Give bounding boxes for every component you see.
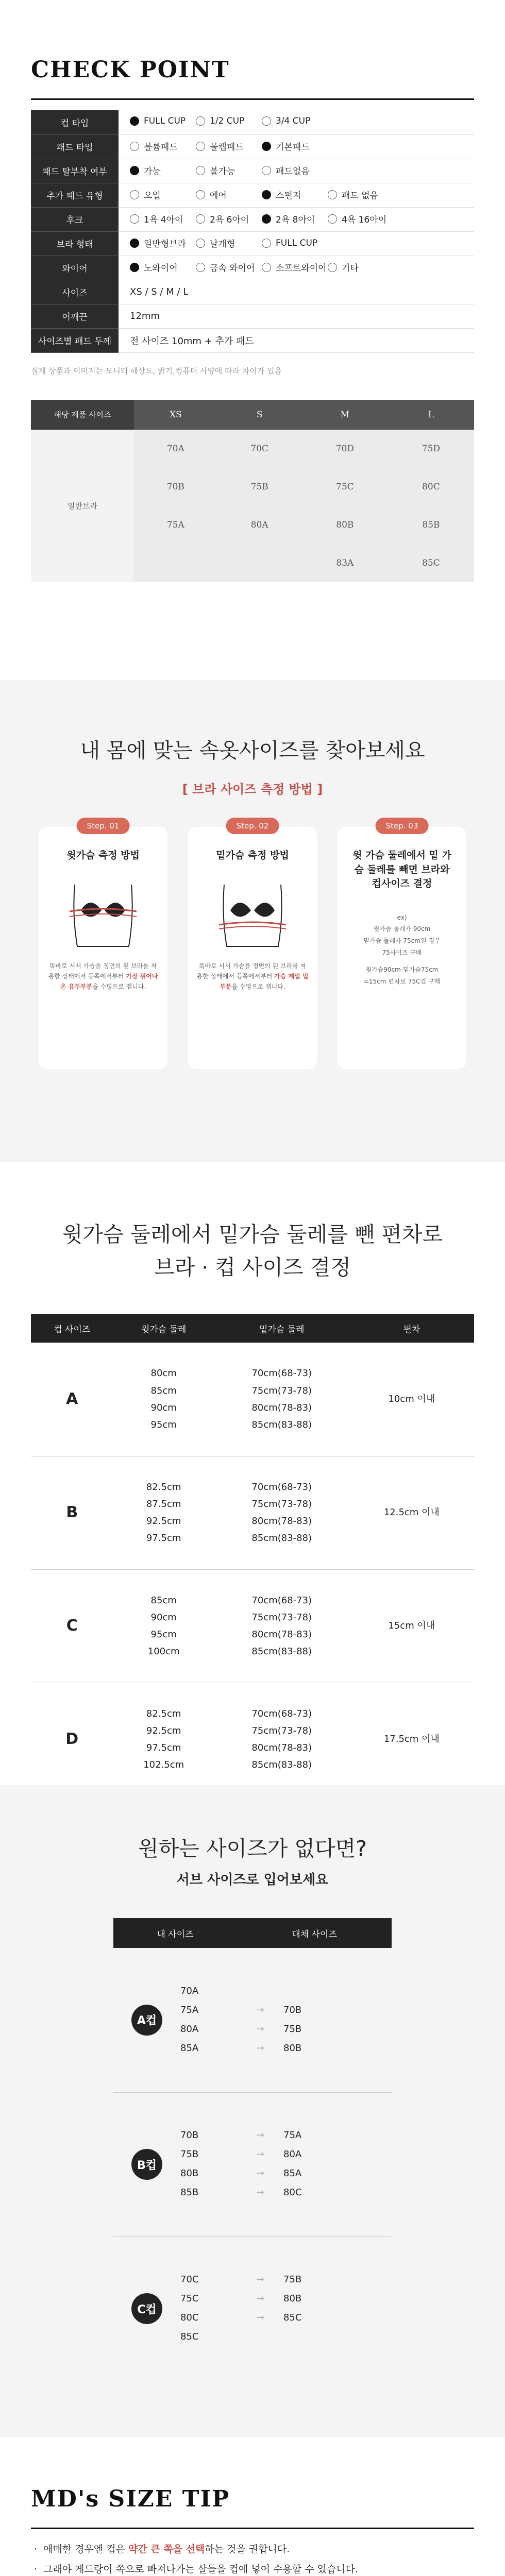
size-table-row: [31, 430, 474, 468]
size-cell: 75A: [134, 506, 217, 544]
step-card-2: [188, 821, 317, 1069]
arrow-icon: →: [256, 2187, 264, 2198]
radio-option: [184, 188, 250, 201]
alt-size: 70B: [283, 2004, 302, 2015]
size-cell: 75D: [388, 430, 474, 468]
radio-option-label: 패드 없음: [342, 191, 379, 201]
radio-option: [316, 188, 382, 201]
cup-difference: 10cm 이내: [349, 1343, 474, 1456]
my-size-list: [180, 2236, 237, 2381]
measure-section: [0, 680, 505, 1162]
size-header-cell: M: [302, 400, 388, 430]
cup-row: [31, 1343, 474, 1456]
size-header-cell: S: [217, 400, 302, 430]
top-bust: 100cm: [147, 1646, 180, 1657]
my-size: 80A: [180, 2023, 199, 2035]
radio-option-label: 2욕 6아이: [210, 215, 249, 226]
check-row: [31, 280, 474, 304]
my-size: 85C: [180, 2331, 199, 2342]
alt-size: 80A: [283, 2149, 302, 2160]
check-row-label: 추가 패드 유형: [31, 183, 119, 207]
check-row-label: 컵 타입: [31, 110, 119, 134]
size-cell: 80B: [302, 506, 388, 544]
cup-header-cell: 밑가슴 둘레: [214, 1314, 349, 1343]
radio-unchecked-icon: [262, 239, 271, 248]
alt-size: [283, 2328, 392, 2347]
arrow-icon: →: [256, 2130, 264, 2141]
alt-size: 75B: [283, 2023, 302, 2035]
under-bust: 85cm(83-88): [251, 1646, 312, 1657]
sister-header: [113, 1918, 392, 1948]
check-row-text: 12mm: [130, 311, 160, 321]
check-row-value: [119, 280, 474, 304]
check-row: [31, 110, 474, 134]
md-tip-list: [31, 2539, 474, 2576]
step-badge: Step. 01: [77, 818, 130, 834]
cup-size-table: [31, 1314, 474, 1797]
under-bust: 75cm(73-78): [251, 1725, 312, 1736]
alt-size-list: [283, 2236, 392, 2381]
check-row-label: 후크: [31, 207, 119, 231]
radio-option: [250, 238, 316, 248]
alt-size: 85C: [283, 2312, 302, 2323]
radio-unchecked-icon: [196, 142, 205, 151]
step-badge: Step. 02: [226, 818, 279, 834]
radio-option-label: 3/4 CUP: [276, 116, 311, 127]
radio-option-label: 가능: [144, 166, 161, 177]
radio-option-label: 패드없음: [276, 166, 310, 177]
check-row-value: [119, 183, 474, 207]
check-row-label: 패드 탈부착 여부: [31, 159, 119, 183]
radio-unchecked-icon: [262, 116, 271, 126]
my-size: 80B: [180, 2168, 199, 2179]
radio-option-label: 1욕 4아이: [144, 215, 183, 226]
tip-text: 애매한 경우엔 컵은: [43, 2544, 128, 2555]
radio-unchecked-icon: [130, 190, 139, 199]
cup-difference: 12.5cm 이내: [349, 1456, 474, 1569]
radio-option: [316, 212, 387, 226]
cup-badge: A컵: [131, 2005, 162, 2036]
check-row-value: [119, 159, 474, 183]
radio-option: [250, 188, 316, 201]
cup-header-cell: 편차: [349, 1314, 474, 1343]
size-cell: 75B: [217, 468, 302, 506]
under-bust-values: [214, 1456, 349, 1569]
arrow-column: [237, 2236, 283, 2381]
under-bust: 70cm(68-73): [251, 1368, 312, 1379]
cup-badge-cell: [113, 2236, 180, 2381]
radio-unchecked-icon: [328, 214, 337, 224]
size-header-cell: XS: [134, 400, 217, 430]
my-size: 85B: [180, 2187, 199, 2198]
radio-option: [119, 236, 187, 250]
radio-option: [250, 164, 316, 177]
radio-unchecked-icon: [130, 214, 139, 224]
radio-checked-icon: [262, 214, 271, 224]
top-bust: 95cm: [150, 1629, 177, 1640]
check-row-label: 패드 타입: [31, 134, 119, 159]
md-tip-section: [0, 2437, 505, 2576]
radio-option-label: 1/2 CUP: [210, 116, 245, 127]
arrow-icon: →: [256, 2149, 264, 2160]
arrow-icon: →: [256, 2312, 264, 2323]
cup-badge: B컵: [131, 2149, 162, 2180]
radio-option: [184, 236, 250, 249]
radio-unchecked-icon: [262, 166, 271, 175]
top-bust: 97.5cm: [146, 1533, 181, 1544]
upper-bust-illustration: [59, 874, 147, 952]
under-bust: 80cm(78-83): [251, 1742, 312, 1754]
radio-option-label: 오일: [144, 191, 161, 201]
top-bust-values: [113, 1456, 214, 1569]
top-bust: 87.5cm: [146, 1498, 181, 1510]
top-bust-values: [113, 1343, 214, 1456]
under-bust: 70cm(68-73): [251, 1595, 312, 1606]
top-bust: 82.5cm: [146, 1481, 181, 1493]
arrow-icon: →: [256, 2004, 264, 2015]
check-row: [31, 231, 474, 256]
under-bust: 80cm(78-83): [251, 1629, 312, 1640]
under-bust: 70cm(68-73): [251, 1708, 312, 1719]
check-row-value: [119, 110, 474, 134]
step-example: ex) 윗가슴 둘레가 90cm 밑가슴 둘레가 75cm일 경우 75사이즈 구매 윗가슴90cm-밑가슴75cm =15cm 편차로 75C컵 구매: [363, 913, 441, 985]
radio-unchecked-icon: [262, 263, 271, 272]
sister-header-cell: 내 사이즈: [113, 1918, 237, 1948]
measure-subheading: [ 브라 사이즈 측정 방법 ]: [182, 782, 323, 796]
size-cell: 80C: [388, 468, 474, 506]
arrow-icon: →: [256, 2274, 264, 2285]
top-bust: 97.5cm: [146, 1742, 181, 1754]
sister-group: [113, 2092, 392, 2236]
md-tip-item: [31, 2560, 474, 2576]
radio-checked-icon: [130, 166, 139, 175]
alt-size: 80B: [283, 2293, 302, 2304]
under-bust: 85cm(83-88): [251, 1759, 312, 1771]
check-row-label: 사이즈: [31, 280, 119, 304]
top-bust: 92.5cm: [146, 1725, 181, 1736]
check-row-value: [119, 207, 474, 231]
top-bust: 90cm: [150, 1402, 177, 1413]
under-bust: 75cm(73-78): [251, 1385, 312, 1396]
step-card-1: [39, 821, 167, 1069]
sister-group: [113, 2236, 392, 2381]
size-cell: 85C: [388, 544, 474, 582]
radio-option: [250, 212, 316, 225]
cup-header-cell: 컵 사이즈: [31, 1314, 113, 1343]
size-chart-heading-1: 윗가슴 둘레에서 밑가슴 둘레를 뺀 편차로: [62, 1222, 443, 1247]
size-header-cell: 해당 제품 사이즈: [31, 400, 134, 430]
check-point-title: CHECK POINT: [31, 57, 230, 83]
radio-checked-icon: [130, 239, 139, 248]
under-bust: 75cm(73-78): [251, 1612, 312, 1623]
under-bust: 80cm(78-83): [251, 1516, 312, 1527]
product-size-table: [31, 400, 474, 582]
radio-option-label: 기타: [342, 263, 359, 274]
top-bust: 95cm: [150, 1419, 177, 1431]
size-cell: 70C: [217, 430, 302, 468]
radio-unchecked-icon: [130, 142, 139, 151]
check-row: [31, 256, 474, 280]
radio-option-label: 몰캡패드: [210, 142, 244, 153]
radio-option-label: FULL CUP: [144, 116, 186, 127]
top-bust: 92.5cm: [146, 1516, 181, 1527]
my-size: 70C: [180, 2274, 199, 2285]
step-card-3: [338, 821, 466, 1069]
radio-option: [119, 140, 184, 152]
radio-option: [250, 116, 316, 126]
radio-option: [119, 188, 184, 201]
radio-option-label: 일반형브라: [144, 239, 187, 250]
cup-row: [31, 1456, 474, 1569]
title-rule: [31, 2528, 474, 2529]
tip-highlight: 약간 큰 쪽을 선택: [128, 2544, 205, 2555]
tip-text: 하는 것을 권합니다.: [205, 2544, 290, 2555]
alt-size: [283, 1982, 392, 2001]
radio-checked-icon: [262, 142, 271, 151]
check-point-section: [0, 0, 505, 680]
under-bust-values: [214, 1343, 349, 1456]
radio-checked-icon: [130, 116, 139, 126]
cup-letter: C: [31, 1569, 113, 1683]
cup-badge: C컵: [131, 2293, 162, 2324]
alt-size: 85A: [283, 2168, 302, 2179]
cup-letter: B: [31, 1456, 113, 1569]
top-bust: 85cm: [150, 1595, 177, 1606]
arrow-icon: →: [256, 2168, 264, 2179]
arrow-icon: →: [256, 2042, 264, 2054]
md-tip-title: MD's SIZE TIP: [31, 2486, 230, 2512]
my-size: 75A: [180, 2004, 199, 2015]
radio-option: [184, 212, 250, 225]
top-bust: 80cm: [150, 1368, 177, 1379]
radio-checked-icon: [262, 190, 271, 199]
check-row: [31, 328, 474, 352]
check-point-table: [31, 110, 474, 353]
my-size-list: [180, 2092, 237, 2236]
my-size: 85A: [180, 2042, 199, 2054]
my-size: 70B: [180, 2130, 199, 2141]
cup-table-header: [31, 1314, 474, 1343]
radio-option-label: 4욕 16아이: [342, 215, 387, 226]
size-cell: 75C: [302, 468, 388, 506]
size-cell: 80A: [217, 506, 302, 544]
my-size: 75C: [180, 2293, 199, 2304]
top-bust-values: [113, 1683, 214, 1796]
step-desc: 똑바로 서서 가슴을 정면의 된 브라를 착용한 상태에서 등쪽에서부터 가슴 제일 밑부분을 수평으로 잽니다.: [196, 962, 309, 991]
check-row-value: [119, 256, 474, 280]
radio-option-label: 금속 와이어: [210, 263, 255, 274]
step-title: 윗 가슴 둘레에서 밑 가슴 둘레를 빼면 브라와 컵사이즈 결정: [352, 850, 451, 890]
alt-size: 75A: [283, 2130, 302, 2141]
size-cell: 70D: [302, 430, 388, 468]
radio-unchecked-icon: [328, 190, 337, 199]
check-row-label: 사이즈별 패드 두께: [31, 328, 119, 352]
check-row-value: [119, 328, 474, 352]
size-cell: 70A: [134, 430, 217, 468]
alt-size: 75B: [283, 2274, 302, 2285]
under-bust-values: [214, 1569, 349, 1683]
step-title: 윗가슴 측정 방법: [66, 850, 140, 861]
step-title: 밑가슴 측정 방법: [216, 850, 289, 861]
radio-unchecked-icon: [196, 166, 205, 175]
my-size: 70A: [180, 1985, 199, 1996]
check-row: [31, 183, 474, 207]
radio-checked-icon: [130, 263, 139, 272]
under-bust-illustration: [209, 874, 296, 952]
size-cell: 83A: [302, 544, 388, 582]
tip-text: 그래야 게드랑이 쪽으로 빠져나가는 살들을 컵에 넣어 수용할 수 있습니다.: [43, 2563, 359, 2575]
top-bust: 90cm: [150, 1612, 177, 1623]
sister-heading: 원하는 사이즈가 없다면?: [138, 1836, 367, 1861]
top-bust: 82.5cm: [146, 1708, 181, 1719]
sister-size-section: [0, 1785, 505, 2437]
check-row-label: 와이어: [31, 256, 119, 280]
radio-unchecked-icon: [196, 214, 205, 224]
check-row: [31, 159, 474, 183]
radio-option: [250, 261, 327, 274]
sister-subheading: 서브 사이즈로 입어보세요: [176, 1872, 329, 1888]
title-rule: [31, 98, 474, 100]
arrow-column: [237, 2092, 283, 2236]
top-bust: 85cm: [150, 1385, 177, 1396]
size-cell: [134, 544, 217, 582]
radio-unchecked-icon: [196, 239, 205, 248]
check-row: [31, 304, 474, 328]
size-header-cell: L: [388, 400, 474, 430]
cup-badge-cell: [113, 2092, 180, 2236]
under-bust: 85cm(83-88): [251, 1419, 312, 1431]
cup-header-cell: 윗가슴 둘레: [113, 1314, 214, 1343]
arrow-icon: →: [256, 2023, 264, 2035]
check-row-value: [119, 304, 474, 328]
step-desc: 똑바로 서서 가슴을 정면의 된 브라를 착용한 상태에서 등쪽에서부터 가장 튀어나온 유두부분을 수평으로 잽니다.: [48, 962, 158, 991]
size-category: 일반브라: [31, 430, 134, 582]
my-size-list: [180, 1948, 237, 2092]
radio-option-label: 노와이어: [144, 263, 178, 274]
radio-option: [184, 116, 250, 126]
cup-row: [31, 1569, 474, 1683]
radio-option: [119, 116, 184, 126]
radio-option-label: 기본패드: [276, 142, 310, 153]
size-cell: [217, 544, 302, 582]
my-size: 80C: [180, 2312, 199, 2323]
under-bust: 70cm(68-73): [251, 1481, 312, 1493]
cup-difference: 17.5cm 이내: [349, 1683, 474, 1796]
cup-badge-cell: [113, 1948, 180, 2092]
radio-option: [184, 261, 255, 274]
cup-letter: A: [31, 1343, 113, 1456]
check-row: [31, 207, 474, 231]
radio-unchecked-icon: [196, 116, 205, 126]
cup-difference: 15cm 이내: [349, 1569, 474, 1683]
check-row-label: 어깨끈: [31, 304, 119, 328]
my-size: 75B: [180, 2149, 199, 2160]
radio-option: [119, 164, 184, 177]
size-chart-heading-2: 브라 · 컵 사이즈 결정: [154, 1255, 351, 1280]
sister-size-table: [113, 1918, 392, 2381]
radio-option-label: 날개형: [210, 239, 235, 250]
radio-option: [119, 212, 184, 225]
radio-option: [184, 164, 250, 177]
radio-option-label: 스펀지: [276, 191, 301, 201]
size-table-header: [31, 400, 474, 430]
radio-option: [184, 140, 250, 152]
under-bust: 85cm(83-88): [251, 1533, 312, 1544]
arrow-column: [237, 1948, 283, 2092]
sister-header-cell: 대체 사이즈: [237, 1918, 392, 1948]
check-row-label: 브라 형태: [31, 231, 119, 256]
size-cell: 85B: [388, 506, 474, 544]
size-chart-section: [0, 1162, 505, 1785]
radio-option-label: 2욕 8아이: [276, 215, 315, 226]
radio-unchecked-icon: [196, 263, 205, 272]
arrow-icon: [237, 1982, 283, 2001]
under-bust: 75cm(73-78): [251, 1498, 312, 1510]
radio-unchecked-icon: [196, 190, 205, 199]
under-bust: 80cm(78-83): [251, 1402, 312, 1413]
cup-row: [31, 1683, 474, 1796]
md-tip-item: [31, 2539, 474, 2560]
sister-group: [113, 1948, 392, 2092]
check-row-text: XS / S / M / L: [130, 286, 189, 297]
check-point-note: 실제 상품과 이미지는 모니터 해상도, 밝기,컴퓨터 사양에 따라 차이가 있음: [31, 366, 282, 376]
alt-size: 80C: [283, 2187, 302, 2198]
radio-option: [119, 261, 184, 274]
radio-unchecked-icon: [328, 263, 337, 272]
check-row-value: [119, 231, 474, 256]
cup-letter: D: [31, 1683, 113, 1796]
alt-size-list: [283, 1948, 392, 2092]
check-row-value: [119, 134, 474, 159]
check-row: [31, 134, 474, 159]
radio-option-label: FULL CUP: [276, 238, 318, 248]
size-cell: 70B: [134, 468, 217, 506]
arrow-icon: →: [256, 2293, 264, 2304]
top-bust-values: [113, 1569, 214, 1683]
radio-option-label: 불가능: [210, 166, 235, 177]
radio-option-label: 에어: [210, 191, 227, 201]
step-badge: Step. 03: [376, 818, 429, 834]
radio-option-label: 소프트와이어: [276, 263, 327, 274]
arrow-icon: [237, 2328, 283, 2347]
check-row-text: 전 사이즈 10mm + 추가 패드: [130, 335, 254, 347]
measure-heading: 내 몸에 맞는 속옷사이즈를 찾아보세요: [80, 739, 425, 762]
alt-size-list: [283, 2092, 392, 2236]
radio-option-label: 볼륨패드: [144, 142, 178, 153]
top-bust: 102.5cm: [143, 1759, 184, 1771]
radio-option: [316, 261, 382, 274]
radio-option: [250, 140, 316, 152]
alt-size: 80B: [283, 2042, 302, 2054]
under-bust-values: [214, 1683, 349, 1796]
